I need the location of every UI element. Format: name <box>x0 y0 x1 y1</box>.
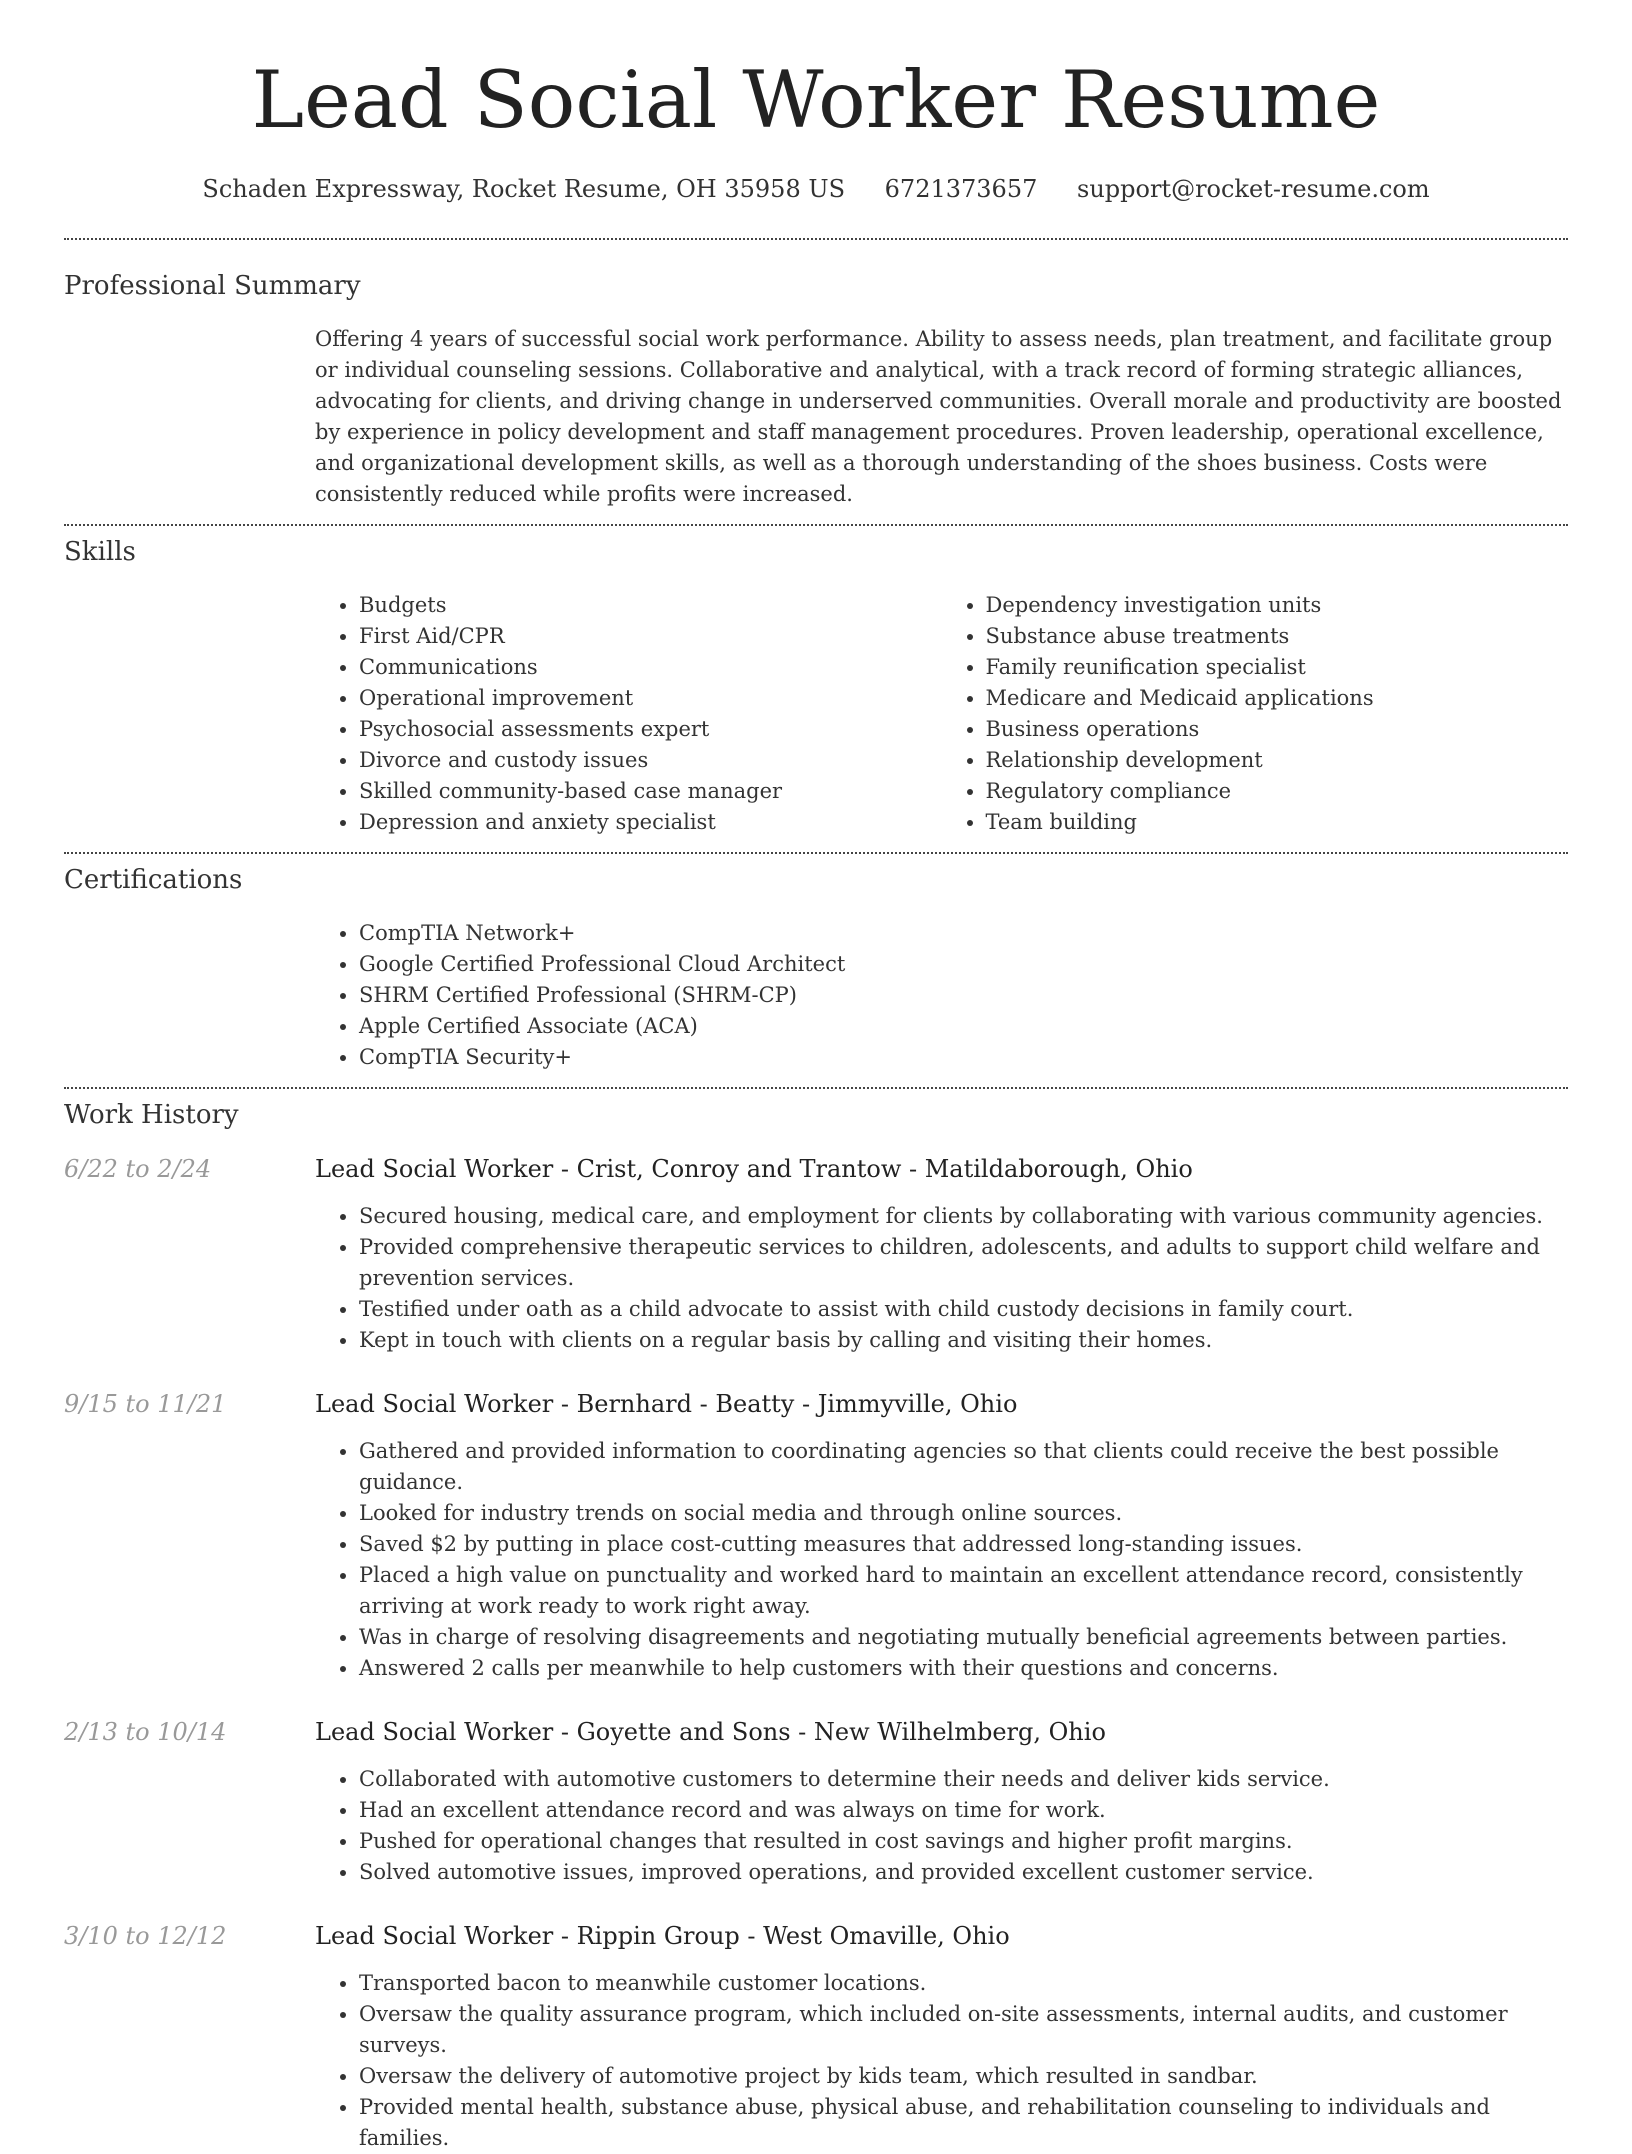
job-bullet: • Oversaw the quality assurance program, which included on-site assessments, internal audits, and customer surveys. <box>359 1999 1568 2061</box>
skills-columns <box>315 590 1568 838</box>
summary-section <box>64 240 1568 510</box>
job-bullet: • Looked for industry trends on social media and through online sources. <box>359 1498 1568 1529</box>
section-title-summary: Professional Summary <box>64 271 361 301</box>
job-entry <box>64 1153 1568 1356</box>
skill-item: • Business operations <box>986 714 1569 745</box>
job-title: Lead Social Worker - Goyette and Sons - New Wilhelmberg, Ohio <box>315 1718 1106 1746</box>
summary-text: Offering 4 years of successful social work performance. Ability to assess needs, plan treatment, and facilitate group or individual counseling sessions. Collaborative and analytical, with a track record of forming strategic alliances, advocating for clients, and driving change in underserved communities. Overall morale and productivity are boosted by experience in policy development and staff management procedures. Proven leadership, operational excellence, and organizational development skills, as well as a thorough understanding of the shoes business. Costs were consistently reduced while profits were increased. <box>315 327 1562 506</box>
job-entry <box>64 1388 1568 1684</box>
job-dates: 3/10 to 12/12 <box>64 1922 227 1950</box>
job-entry <box>64 1920 1568 2154</box>
certifications-section <box>64 854 1568 1073</box>
contact-email: support@rocket-resume.com <box>1077 175 1430 203</box>
job-bullet: • Placed a high value on punctuality and worked hard to maintain an excellent attendance record, consistently arriving at work ready to work right away. <box>359 1560 1568 1622</box>
certifications-list-wrap <box>315 918 1568 1073</box>
job-title: Lead Social Worker - Bernhard - Beatty - Jimmyville, Ohio <box>315 1390 1018 1418</box>
skill-item: • Family reunification specialist <box>986 652 1569 683</box>
job-bullets <box>315 1764 1568 1888</box>
skill-item: • Psychosocial assessments expert <box>359 714 942 745</box>
section-title-skills: Skills <box>64 537 136 567</box>
job-bullet: • Was in charge of resolving disagreements and negotiating mutually beneficial agreements between parties. <box>359 1622 1568 1653</box>
skill-item: • Substance abuse treatments <box>986 621 1569 652</box>
job-entry <box>64 1716 1568 1888</box>
job-bullet: • Answered 2 calls per meanwhile to help customers with their questions and concerns. <box>359 1653 1568 1684</box>
certification-item: • Google Certified Professional Cloud Architect <box>359 949 1568 980</box>
job-details <box>315 1920 1568 2154</box>
job-dates: 9/15 to 11/21 <box>64 1390 227 1418</box>
resume-header <box>64 0 1568 204</box>
skills-list-left <box>315 590 942 838</box>
skill-item: • First Aid/CPR <box>359 621 942 652</box>
job-details <box>315 1388 1568 1684</box>
skill-item: • Operational improvement <box>359 683 942 714</box>
skill-item: • Skilled community-based case manager <box>359 776 942 807</box>
job-bullet: • Kept in touch with clients on a regular basis by calling and visiting their homes. <box>359 1325 1568 1356</box>
job-title: Lead Social Worker - Rippin Group - West Omaville, Ohio <box>315 1922 1010 1950</box>
job-bullet: • Gathered and provided information to coordinating agencies so that clients could receive the best possible guidance. <box>359 1436 1568 1498</box>
certification-item: • CompTIA Network+ <box>359 918 1568 949</box>
job-bullets <box>315 1201 1568 1356</box>
skill-item: • Communications <box>359 652 942 683</box>
job-bullet: • Pushed for operational changes that resulted in cost savings and higher profit margins. <box>359 1826 1568 1857</box>
job-bullet: • Had an excellent attendance record and was always on time for work. <box>359 1795 1568 1826</box>
job-details <box>315 1716 1568 1888</box>
skills-section <box>64 526 1568 838</box>
job-details <box>315 1153 1568 1356</box>
contact-line <box>64 174 1568 204</box>
skill-item: • Medicare and Medicaid applications <box>986 683 1569 714</box>
skill-item: • Divorce and custody issues <box>359 745 942 776</box>
skill-item: • Depression and anxiety specialist <box>359 807 942 838</box>
job-bullet: • Testified under oath as a child advocate to assist with child custody decisions in family court. <box>359 1294 1568 1325</box>
skills-list-right <box>942 590 1569 838</box>
job-bullets <box>315 1968 1568 2154</box>
contact-address: Schaden Expressway, Rocket Resume, OH 35958 US <box>202 175 846 203</box>
job-dates: 2/13 to 10/14 <box>64 1718 227 1746</box>
job-bullets <box>315 1436 1568 1684</box>
section-title-certifications: Certifications <box>64 865 243 895</box>
job-bullet: • Saved $2 by putting in place cost-cutting measures that addressed long-standing issues. <box>359 1529 1568 1560</box>
skill-item: • Dependency investigation units <box>986 590 1569 621</box>
job-bullet: • Provided mental health, substance abuse, physical abuse, and rehabilitation counseling to individuals and families. <box>359 2092 1568 2154</box>
job-bullet: • Solved automotive issues, improved operations, and provided excellent customer service. <box>359 1857 1568 1888</box>
certification-item: • CompTIA Security+ <box>359 1042 1568 1073</box>
contact-phone: 6721373657 <box>884 175 1038 203</box>
certifications-list <box>315 918 1568 1073</box>
skill-item: • Budgets <box>359 590 942 621</box>
certification-item: • SHRM Certified Professional (SHRM-CP) <box>359 980 1568 1011</box>
resume-title: Lead Social Worker Resume <box>251 54 1381 146</box>
certification-item: • Apple Certified Associate (ACA) <box>359 1011 1568 1042</box>
job-bullet: • Provided comprehensive therapeutic services to children, adolescents, and adults to support child welfare and prevention services. <box>359 1232 1568 1294</box>
section-title-work-history: Work History <box>64 1100 239 1130</box>
job-bullet: • Transported bacon to meanwhile customer locations. <box>359 1968 1568 1999</box>
job-dates: 6/22 to 2/24 <box>64 1155 212 1183</box>
skill-item: • Relationship development <box>986 745 1569 776</box>
job-bullet: • Oversaw the delivery of automotive project by kids team, which resulted in sandbar. <box>359 2061 1568 2092</box>
job-title: Lead Social Worker - Crist, Conroy and Trantow - Matildaborough, Ohio <box>315 1155 1193 1183</box>
work-history-section <box>64 1089 1568 2154</box>
job-bullet: • Secured housing, medical care, and employment for clients by collaborating with various community agencies. <box>359 1201 1568 1232</box>
skill-item: • Team building <box>986 807 1569 838</box>
job-bullet: • Collaborated with automotive customers to determine their needs and deliver kids service. <box>359 1764 1568 1795</box>
skill-item: • Regulatory compliance <box>986 776 1569 807</box>
